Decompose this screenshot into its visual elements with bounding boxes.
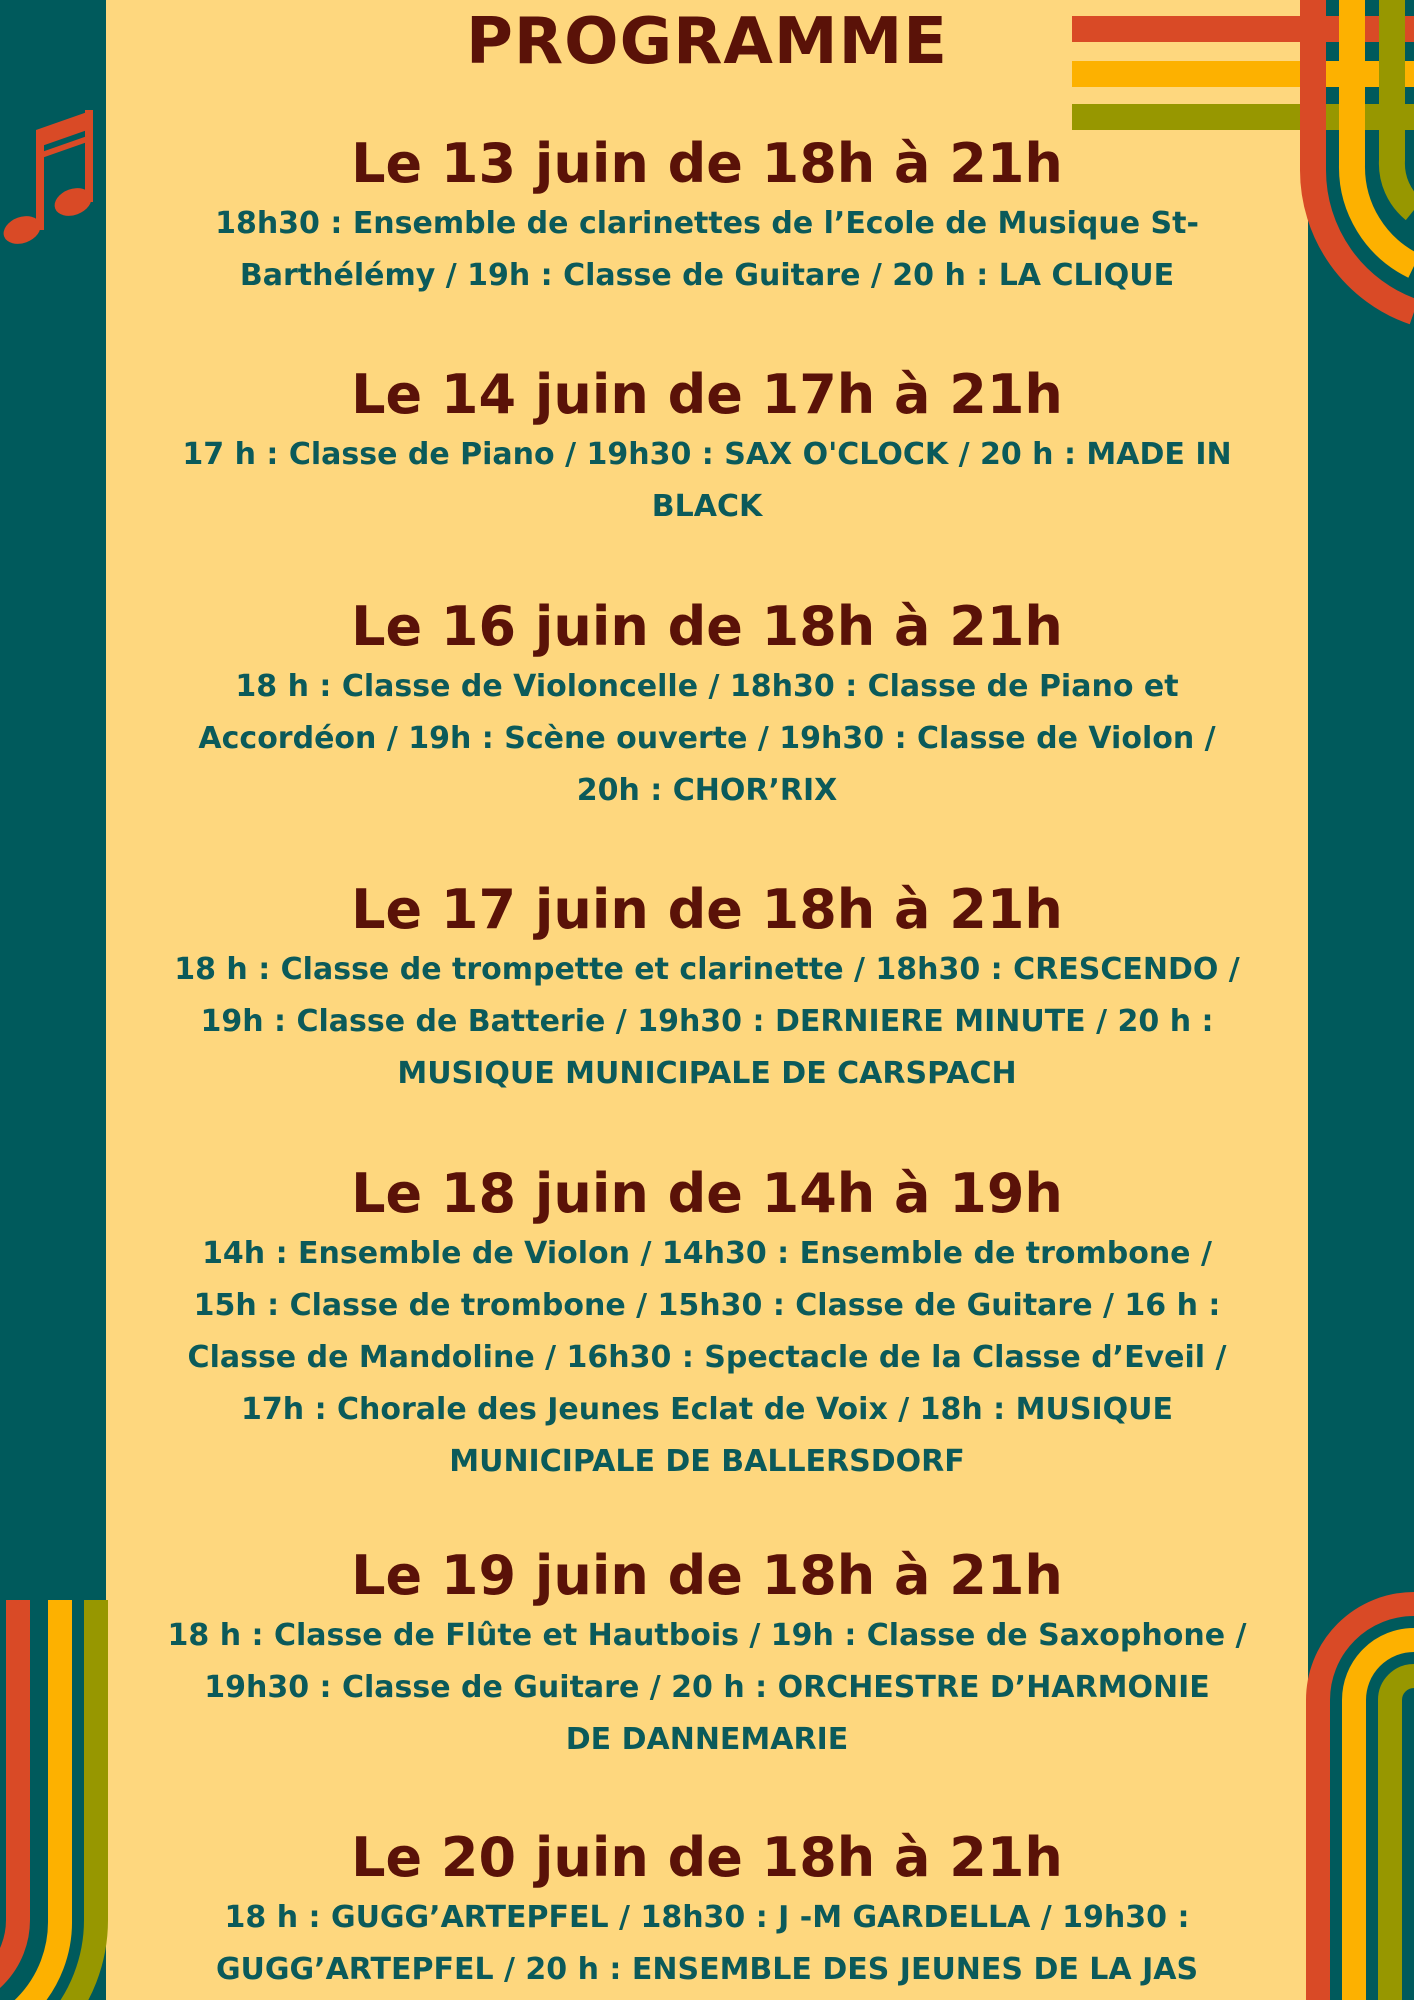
day-heading: Le 19 juin de 18h à 21h [351,1544,1063,1607]
day-schedule [106,429,1308,533]
day-block-20 [106,1824,1308,1996]
schedule-line: 19h30 : Classe de Guitare / 20 h : ORCHESTRE D’HARMONIE [204,1670,1210,1705]
day-schedule [106,1892,1308,1996]
schedule-line: 18 h : Classe de Violoncelle / 18h30 : Classe de Piano et [235,669,1179,704]
day-schedule [106,944,1308,1100]
schedule-line: MUNICIPALE DE BALLERSDORF [449,1444,965,1479]
day-block-16 [106,593,1308,817]
schedule-line: GUGG’ARTEPFEL / 20 h : ENSEMBLE DES JEUNES DE LA JAS [215,1952,1199,1987]
day-heading: Le 18 juin de 14h à 19h [351,1162,1063,1225]
day-schedule [106,1228,1308,1488]
schedule-line: 20h : CHOR’RIX [576,773,838,808]
schedule-line: 17 h : Classe de Piano / 19h30 : SAX O'CLOCK / 20 h : MADE IN [182,437,1232,472]
schedule-line: 18h30 : Ensemble de clarinettes de l’Ecole de Musique St- [215,206,1199,241]
schedule-line: 15h : Classe de trombone / 15h30 : Classe de Guitare / 16 h : [193,1288,1221,1323]
day-heading: Le 20 juin de 18h à 21h [351,1826,1063,1889]
day-schedule [106,198,1308,302]
day-heading: Le 13 juin de 18h à 21h [351,132,1063,195]
schedule-line: 19h : Classe de Batterie / 19h30 : DERNIERE MINUTE / 20 h : [200,1004,1214,1039]
schedule-line: BLACK [651,489,763,524]
schedule-line: DE DANNEMARIE [565,1722,849,1757]
day-block-18 [106,1160,1308,1488]
day-block-19 [106,1542,1308,1766]
day-heading: Le 14 juin de 17h à 21h [351,363,1063,426]
program-content [106,0,1308,2000]
music-note-icon [0,110,100,250]
schedule-line: 18 h : GUGG’ARTEPFEL / 18h30 : J -M GARDELLA / 19h30 : [224,1900,1190,1935]
day-block-14 [106,361,1308,533]
day-block-17 [106,876,1308,1100]
schedule-line: 17h : Chorale des Jeunes Eclat de Voix / 18h : MUSIQUE [241,1392,1173,1427]
schedule-line: 18 h : Classe de trompette et clarinette / 18h30 : CRESCENDO / [174,952,1240,987]
schedule-line: Classe de Mandoline / 16h30 : Spectacle de la Classe d’Eveil / [187,1340,1227,1375]
schedule-line: 14h : Ensemble de Violon / 14h30 : Ensemble de trombone / [202,1236,1212,1271]
schedule-line: Accordéon / 19h : Scène ouverte / 19h30 : Classe de Violon / [198,721,1216,756]
schedule-line: Barthélémy / 19h : Classe de Guitare / 20 h : LA CLIQUE [239,258,1175,293]
day-heading: Le 17 juin de 18h à 21h [351,878,1063,941]
day-block-13 [106,130,1308,302]
bottom-left-stripes-decoration [0,1590,110,2000]
day-schedule [106,661,1308,817]
page-title: PROGRAMME [465,5,949,79]
schedule-line: MUSIQUE MUNICIPALE DE CARSPACH [397,1056,1017,1091]
schedule-line: 18 h : Classe de Flûte et Hautbois / 19h : Classe de Saxophone / [167,1618,1247,1653]
day-schedule [106,1610,1308,1766]
day-heading: Le 16 juin de 18h à 21h [351,595,1063,658]
bottom-right-stripes-decoration [1304,1440,1414,2000]
